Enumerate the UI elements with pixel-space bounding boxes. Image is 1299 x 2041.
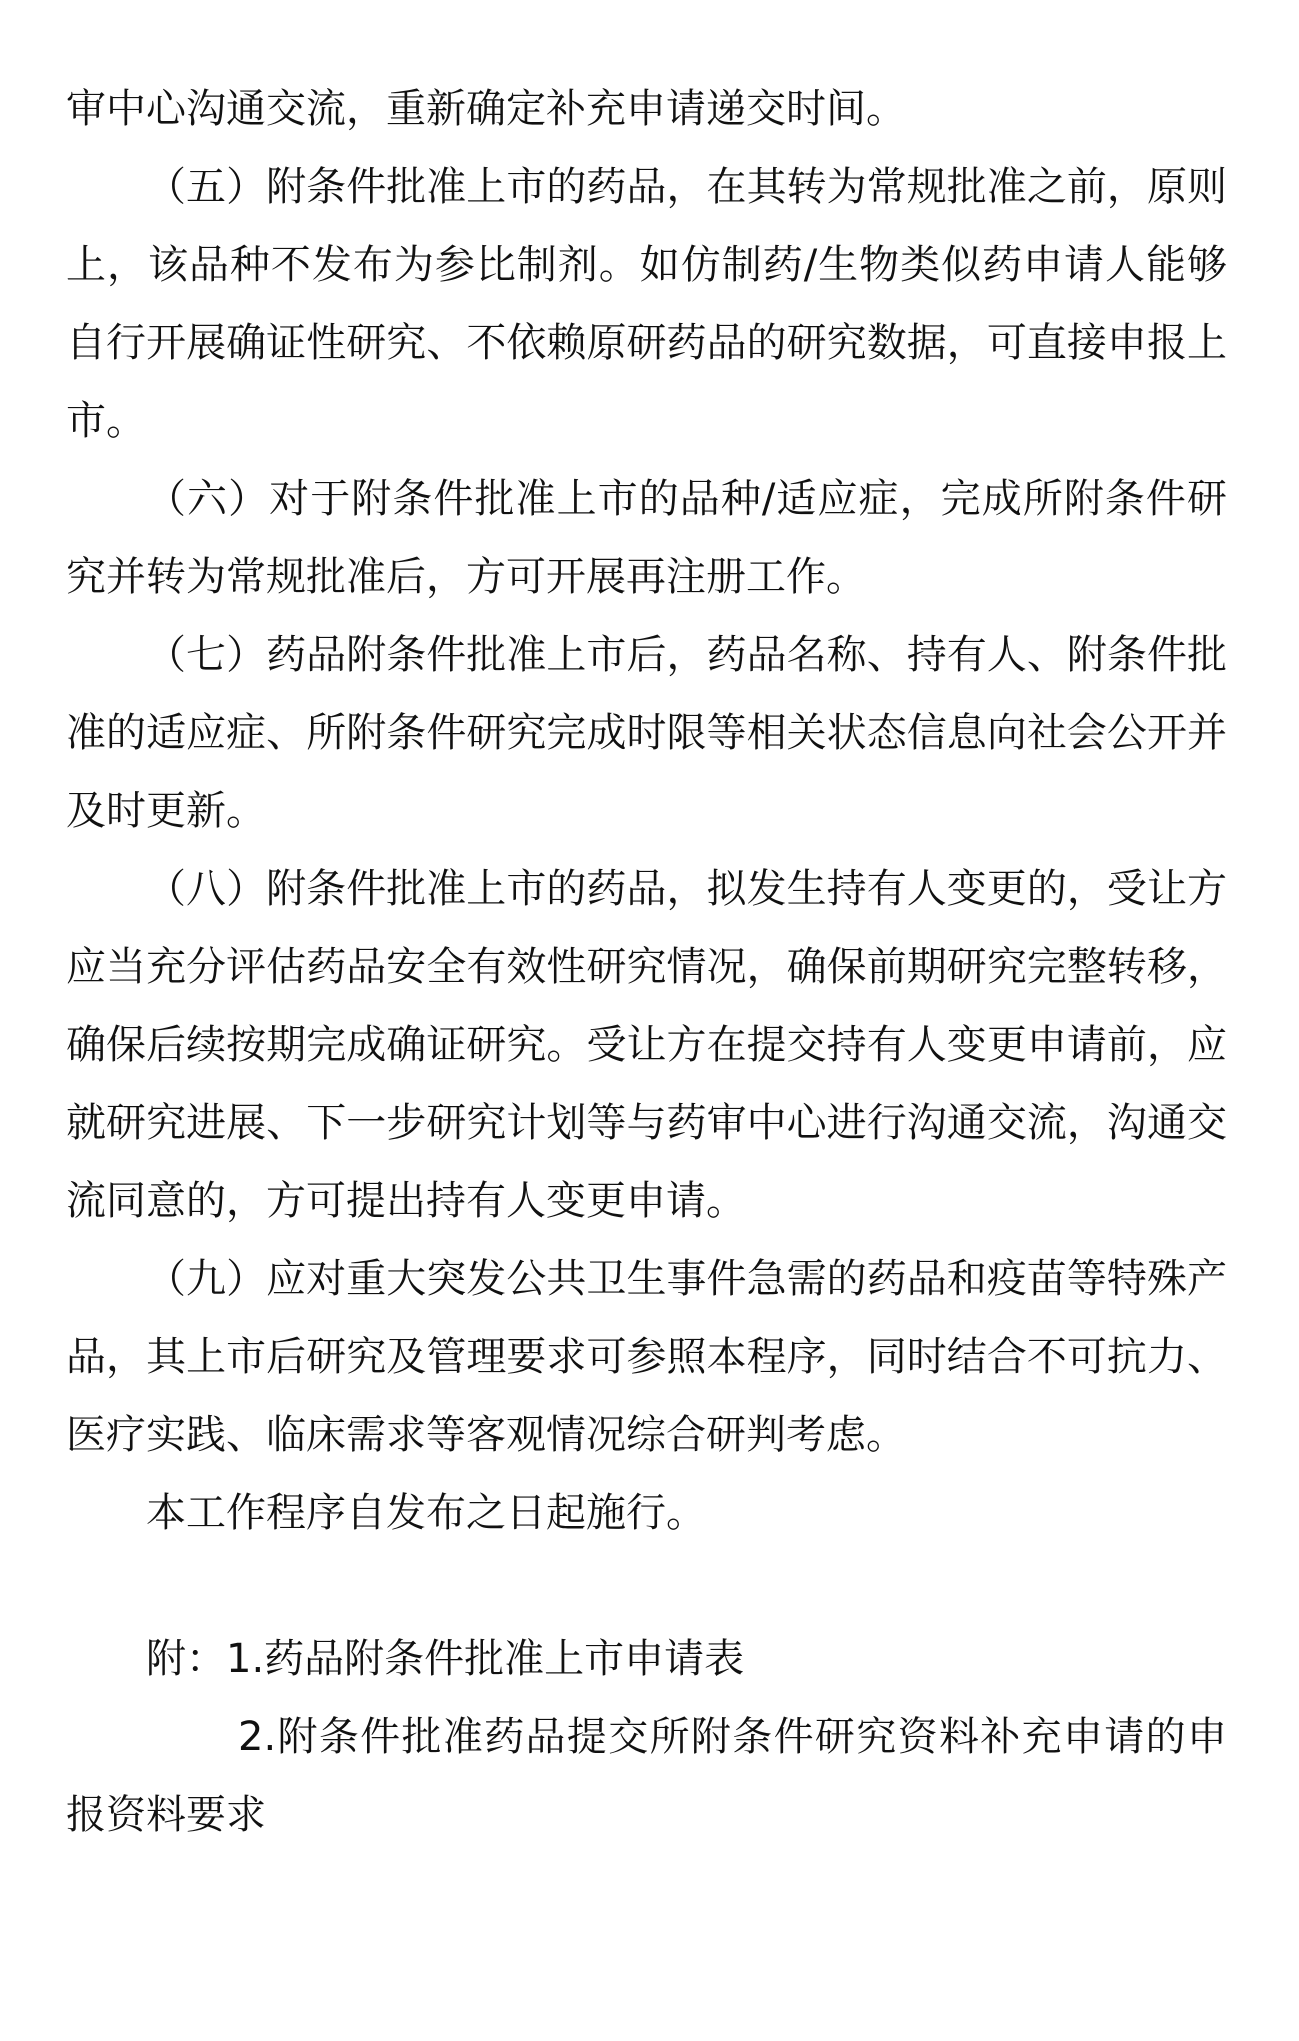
- paragraph-item-6: （六）对于附条件批准上市的品种/适应症，完成所附条件研究并转为常规批准后，方可开展再注册工作。: [66, 476, 1227, 600]
- paragraph-item-5: （五）附条件批准上市的药品，在其转为常规批准之前，原则上，该品种不发布为参比制剂。如仿制药/生物类似药申请人能够自行开展确证性研究、不依赖原研药品的研究数据，可直接申报上市。: [66, 164, 1227, 444]
- paragraph-item-7: （七）药品附条件批准上市后，药品名称、持有人、附条件批准的适应症、所附条件研究完成时限等相关状态信息向社会公开并及时更新。: [66, 632, 1227, 834]
- spacer: [66, 1552, 1227, 1620]
- paragraph-item-8: （八）附条件批准上市的药品，拟发生持有人变更的，受让方应当充分评估药品安全有效性研究情况，确保前期研究完整转移，确保后续按期完成确证研究。受让方在提交持有人变更申请前，应就研究进展、下一步研究计划等与药审中心进行沟通交流，沟通交流同意的，方可提出持有人变更申请。: [66, 866, 1227, 1224]
- attachment-item-2: 2.附条件批准药品提交所附条件研究资料补充申请的申报资料要求: [66, 1714, 1227, 1838]
- paragraph-effective-date: 本工作程序自发布之日起施行。: [146, 1490, 706, 1536]
- paragraph-item-9: （九）应对重大突发公共卫生事件急需的药品和疫苗等特殊产品，其上市后研究及管理要求可参照本程序，同时结合不可抗力、医疗实践、临床需求等客观情况综合研判考虑。: [66, 1256, 1227, 1458]
- attachment-item-1: 附：1.药品附条件批准上市申请表: [146, 1636, 745, 1682]
- paragraph-continued: 审中心沟通交流，重新确定补充申请递交时间。: [66, 86, 906, 132]
